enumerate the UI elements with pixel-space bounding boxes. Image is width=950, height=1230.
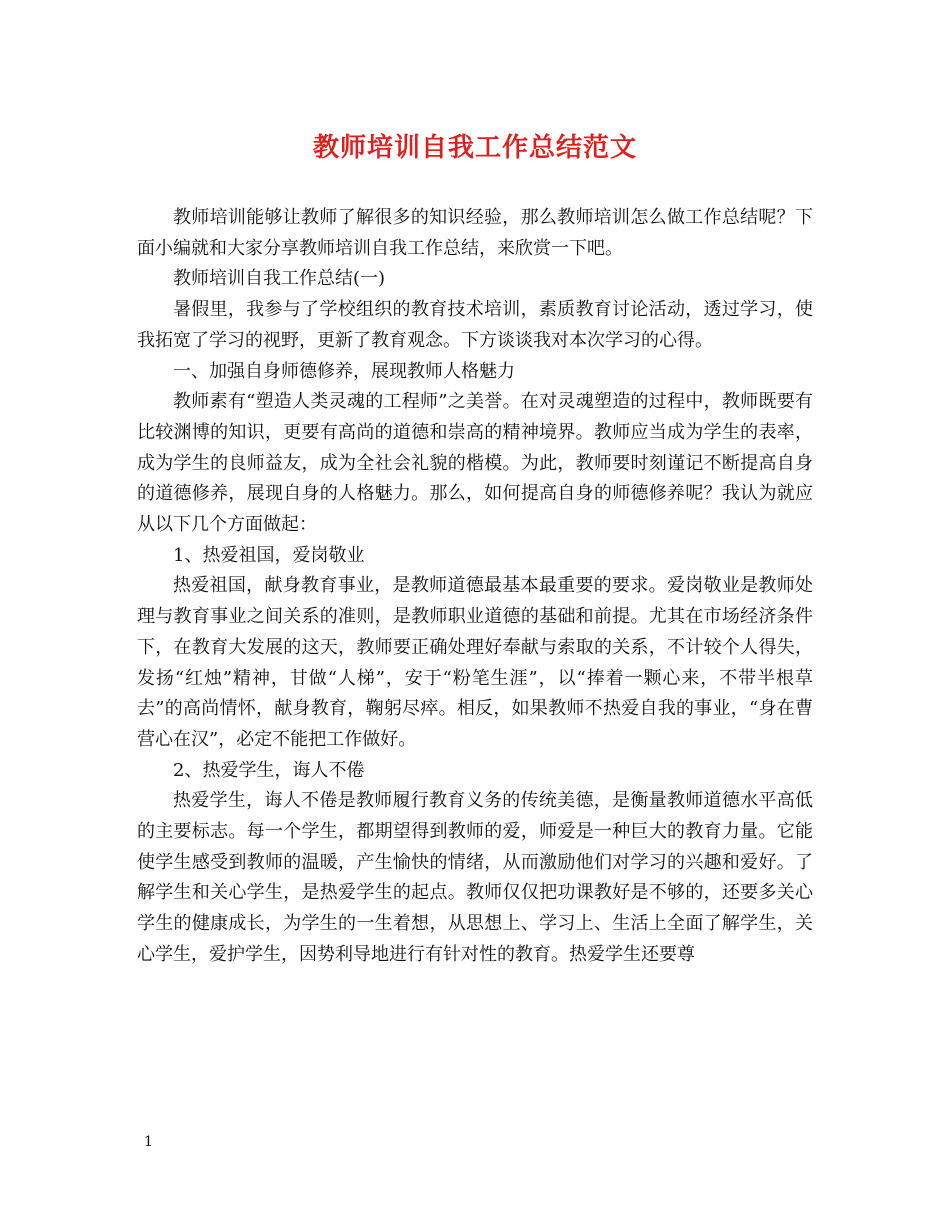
body-paragraph: 热爱学生，诲人不倦是教师履行教育义务的传统美德，是衡量教师道德水平高低的主要标志。每一个学生，都期望得到教师的爱，师爱是一种巨大的教育力量。它能使学生感受到教师的温暖，产生愉快的情绪，从而激励他们对学习的兴趣和爱好。了解学生和关心学生，是热爱学生的起点。教师仅仅把功课教好是不够的，还要多关心学生的健康成长，为学生的一生着想，从思想上、学习上、生活上全面了解学生，关心学生，爱护学生，因势利导地进行有针对性的教育。热爱学生还要尊	[137, 790, 813, 965]
intro-paragraph: 教师培训能够让教师了解很多的知识经验，那么教师培训怎么做工作总结呢？下面小编就和大家分享教师培训自我工作总结，来欣赏一下吧。	[137, 207, 813, 259]
section-heading: 教师培训自我工作总结(一)	[173, 268, 386, 290]
page-number: 1	[144, 1134, 153, 1150]
document-body	[137, 203, 813, 971]
body-paragraph: 教师素有“塑造人类灵魂的工程师”之美誉。在对灵魂塑造的过程中，教师既要有比较渊博的知识，更要有高尚的道德和崇高的精神境界。教师应当成为学生的表率，成为学生的良师益友，成为全社会礼貌的楷模。为此，教师要时刻谨记不断提高自身的道德修养，展现自身的人格魅力。那么，如何提高自身的师德修养呢？我认为就应从以下几个方面做起：	[137, 391, 813, 536]
subsection-heading: 一、加强自身师德修养，展现教师人格魅力	[173, 360, 515, 382]
body-paragraph: 热爱祖国，献身教育事业，是教师道德最基本最重要的要求。爱岗敬业是教师处理与教育事业之间关系的准则，是教师职业道德的基础和前提。尤其在市场经济条件下，在教育大发展的这天，教师要正确处理好奉献与索取的关系，不计较个人得失，发扬“红烛”精神，甘做“人梯”，安于“粉笔生涯”，以“捧着一颗心来，不带半根草去”的高尚情怀，献身教育，鞠躬尽瘁。相反，如果教师不热爱自我的事业，“身在曹营心在汉”，必定不能把工作做好。	[137, 575, 813, 750]
point-heading: 1、热爱祖国，爱岗敬业	[173, 544, 365, 566]
document-title: 教师培训自我工作总结范文	[312, 133, 637, 163]
point-heading: 2、热爱学生，诲人不倦	[173, 759, 365, 781]
body-paragraph: 暑假里，我参与了学校组织的教育技术培训，素质教育讨论活动，透过学习，使我拓宽了学习的视野，更新了教育观念。下方谈谈我对本次学习的心得。	[137, 299, 813, 351]
